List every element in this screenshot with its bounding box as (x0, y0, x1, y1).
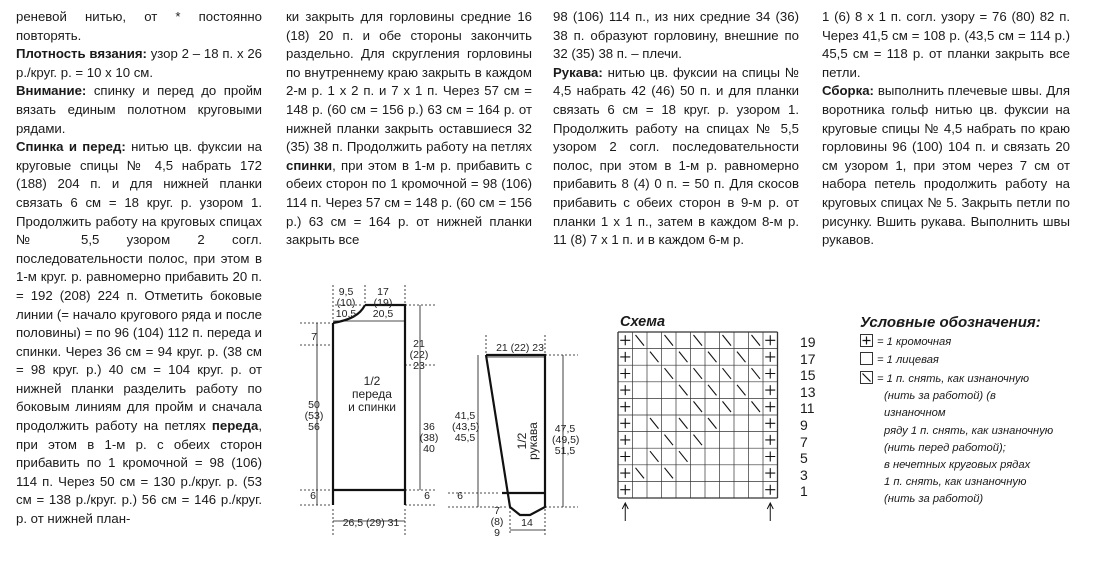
side-length-label (418, 422, 440, 455)
paragraph-shoulders: 98 (106) 114 п., из них средние 34 (36) 38 п. образуют горловину, внешние по 32 (35) 38 п. – плечи. (553, 9, 799, 62)
edge-stitch-symbol (620, 468, 630, 478)
slip-stitch-symbol (694, 335, 703, 346)
hem-right-label: 6 (424, 490, 430, 502)
length-1: 50 (308, 399, 320, 411)
sleeve-right-length (552, 424, 578, 457)
slip-stitch-symbol (694, 368, 703, 379)
sleeve-left-1: 41,5 (454, 410, 476, 422)
sleeve-right-1: 47,5 (554, 423, 576, 435)
text-column-2 (286, 8, 532, 250)
edge-stitch-symbol (620, 435, 630, 445)
legend-item-knit (860, 352, 939, 368)
edge-stitch-symbol (620, 402, 630, 412)
slip-stitch-symbol (723, 401, 732, 412)
front-word: переда (211, 418, 259, 434)
legend-slip-continuation (860, 388, 1060, 508)
body-piece-2: переда (352, 387, 392, 401)
slip-stitch-symbol (752, 335, 761, 346)
sleeve-bottom-right: 14 (521, 517, 533, 529)
sleeve-left-length (452, 411, 478, 444)
side-length-1: 36 (423, 421, 435, 433)
sleeve-right-3: 51,5 (554, 445, 576, 457)
gauge-heading: Плотность вязания: (16, 46, 147, 62)
slip-stitch-symbol (694, 435, 703, 446)
paragraph-neckline (286, 8, 532, 250)
slip-stitch-symbol (737, 385, 746, 396)
paragraph-back-front (16, 138, 262, 528)
edge-stitch-symbol (765, 402, 775, 412)
neck-width-3: 10,5 (335, 308, 357, 320)
chart-row-number: 5 (800, 450, 808, 467)
edge-stitch-symbol (765, 335, 775, 345)
neck-width-1: 9,5 (338, 286, 354, 298)
edge-stitch-symbol (620, 369, 630, 379)
legend-slip-line-7: (нить за работой) (884, 493, 984, 506)
back-word: спинки (286, 157, 333, 173)
legend-slip-line-1: = 1 п. снять, как изнаночную (877, 373, 1030, 385)
legend-item-edge-text: = 1 кромочная (877, 336, 952, 348)
length-2: (53) (304, 410, 324, 422)
sleeve-hem-label: 6 (457, 490, 463, 502)
paragraph-assembly (822, 82, 1070, 249)
chart-row-number: 7 (800, 433, 808, 450)
shoulder-width-label (368, 287, 398, 320)
chart-row-number: 11 (800, 400, 815, 417)
slip-stitch-symbol (752, 401, 761, 412)
paragraph-gauge (16, 45, 262, 82)
legend-slip-line-2: (нить за работой) (в изнаночном (884, 390, 996, 420)
chart-row-number: 13 (800, 383, 816, 400)
sleeve-left-3: 45,5 (454, 432, 476, 444)
edge-stitch-symbol (765, 352, 775, 362)
text-column-3 (553, 8, 799, 250)
sleeve-bottom-left-1: 7 (494, 505, 500, 517)
legend-slip-line-4: (нить перед работой); (884, 441, 1006, 454)
sleeve-bottom-left-3: 9 (494, 527, 500, 539)
paragraph-sleeve-end: 1 (6) 8 х 1 п. согл. узору = 76 (80) 82 п. Через 41,5 см = 108 р. (43,5 см = 114 р.) 45,5 см = 118 р. от планки закрыть все петли. (822, 9, 1070, 80)
edge-stitch-symbol (765, 418, 775, 428)
attention-heading: Внимание: (16, 83, 87, 99)
legend-slip-line-3: ряду 1 п. снять, как изнаночную (884, 424, 1054, 437)
slip-stitch-symbol (723, 368, 732, 379)
slip-stitch-symbol (679, 418, 688, 429)
repeat-arrow-icon (622, 503, 628, 521)
edge-stitch-symbol (765, 452, 775, 462)
chart-row-number: 1 (800, 483, 808, 500)
slip-stitch-symbol (665, 468, 674, 479)
paragraph-attention (16, 82, 262, 138)
neckline-text: ки закрыть для горловины средние 16 (18) 20 п. и обе стороны закончить раздельно. Для скругления горловины по внутреннему краю закрыть в каждом 2-м р. 1 х 2 п. и 7 х 1 п. Через 57 см = 148 р. (60 см = 156 р.) 63 см = 164 р. от нижней планки закрыть оставшиеся 32 (35) 38 п. Продолжить работу на петлях (286, 9, 532, 155)
neck-width-label (332, 287, 360, 320)
back-front-tail: , при этом в 1-м р. с обеих сторон прибавить по 1 кромочной = 98 (106) 114 п. Через 50 см = 130 р./круг. р. (53 см = 138 р./круг. р.) 56 см = 146 р./круг. р. от нижней план- (16, 418, 262, 527)
repeat-arrow-icon (767, 503, 773, 521)
legend-item-edge (860, 334, 951, 350)
length-label (303, 400, 325, 433)
slip-stitch-symbol (665, 368, 674, 379)
edge-stitch-symbol (620, 335, 630, 345)
slip-stitch-symbol (665, 435, 674, 446)
slip-stitch-symbol (737, 352, 746, 363)
neck-depth-label: 7 (311, 331, 317, 343)
body-piece-3: и спинки (348, 400, 396, 414)
slip-stitch-symbol (694, 401, 703, 412)
chart-row-number: 17 (800, 350, 816, 367)
chart-row-number: 19 (800, 334, 816, 350)
edge-stitch-symbol (765, 385, 775, 395)
slip-stitch-symbol (679, 352, 688, 363)
legend-item-knit-text: = 1 лицевая (877, 354, 939, 366)
edge-stitch-symbol (620, 385, 630, 395)
slip-stitch-symbol (650, 451, 659, 462)
edge-stitch-symbol (620, 452, 630, 462)
slip-stitch-symbol (650, 352, 659, 363)
armhole-label (408, 339, 430, 372)
legend-item-slip (860, 371, 1060, 509)
sleeve-right-2: (49,5) (552, 434, 580, 446)
attention-text: спинку и перед до пройм вязать единым полотном круговыми рядами. (16, 83, 262, 136)
slip-stitch-symbol (708, 385, 717, 396)
plus-symbol-icon (860, 334, 873, 347)
gauge-text: узор 2 – 18 п. х 26 р./круг. р. = 10 х 10 см. (16, 46, 262, 80)
empty-box-icon (860, 352, 873, 365)
slash-symbol-icon (860, 371, 873, 384)
shoulder-width-1: 17 (377, 286, 389, 298)
edge-stitch-symbol (620, 352, 630, 362)
armhole-3: 23 (413, 360, 425, 372)
slip-stitch-symbol (723, 335, 732, 346)
slip-stitch-symbol (708, 352, 717, 363)
slip-stitch-symbol (636, 335, 645, 346)
back-front-heading: Спинка и перед: (16, 139, 126, 155)
edge-stitch-symbol (765, 435, 775, 445)
sleeve-bottom-left-2: (8) (490, 516, 504, 528)
body-piece-label (340, 375, 404, 414)
length-3: 56 (308, 421, 320, 433)
sleeve-top-label: 21 (22) 23 (496, 342, 544, 354)
edge-stitch-symbol (765, 468, 775, 478)
edge-stitch-symbol (765, 369, 775, 379)
slip-stitch-symbol (708, 418, 717, 429)
knitting-chart-grid (617, 331, 793, 521)
chart-row-number: 9 (800, 417, 808, 433)
chart-row-number: 3 (800, 466, 808, 483)
side-length-3: 40 (423, 443, 435, 455)
assembly-heading: Сборка: (822, 83, 874, 99)
legend-slip-line-6: 1 п. снять, как изнаночную (884, 476, 1027, 489)
armhole-2: (22) (409, 349, 429, 361)
text-column-4 (822, 8, 1070, 250)
sleeves-heading: Рукава: (553, 64, 603, 80)
edge-stitch-symbol (765, 485, 775, 495)
assembly-text: выполнить плечевые швы. Для воротника гольф нитью цв. фуксии на круговые спицы № 4,5 набрать по краю горловины 96 (100) 104 п. и связать 20 см узором 1, при этом через 7 см от набора петель продолжить работу на круговых спицах № 5. Закрыть петли по рисунку. Вшить рукава. Выполнить швы рукавов. (822, 83, 1070, 248)
slip-stitch-symbol (636, 468, 645, 479)
slip-stitch-symbol (665, 335, 674, 346)
slip-stitch-symbol (679, 385, 688, 396)
slip-stitch-symbol (752, 368, 761, 379)
scheme-title: Схема (620, 314, 666, 330)
body-piece-1: 1/2 (363, 374, 381, 388)
sleeves-text: нитью цв. фуксии на спицы № 4,5 набрать 42 (46) 50 п. и для планки связать 6 см = 18 круг. р. узором 1. Продолжить работу на спицах № 5,5 узором 2 согл. последовательности полос, при этом в 1-м р. равномерно прибавить 8 (4) 0 п. = 50 п. Для скосов прибавить с обеих сторон в 9-м р. от планки 1 х 1 п., затем в каждом 8-м р. 11 (8) 7 х 1 п. и в каждом 6-м р. (553, 64, 799, 248)
body-width-label: 26,5 (29) 31 (342, 517, 400, 529)
sleeve-piece-label: 1/2 рукава (515, 422, 540, 460)
edge-stitch-symbol (620, 485, 630, 495)
shoulder-width-2: (19) (373, 297, 393, 309)
armhole-1: 21 (413, 338, 425, 350)
side-length-2: (38) (419, 432, 439, 444)
hem-left-label: 6 (310, 490, 316, 502)
paragraph-intro: реневой нитью, от * постоянно повторять. (16, 9, 262, 43)
back-text: , при этом в 1-м р. прибавить с обеих сторон по 1 кромочной = 98 (106) 114 п. Через 57 см = 148 р. (60 см = 156 р.) 63 см = 164 р. от нижней планки закрыть все (286, 157, 532, 248)
edge-stitch-symbol (620, 418, 630, 428)
shoulder-width-3: 20,5 (372, 308, 394, 320)
slip-stitch-symbol (679, 451, 688, 462)
back-front-text: нитью цв. фуксии на круговые спицы № 4,5 набрать 172 (188) 204 п. и для нижней планки связать 6 см = 18 круг. р. узором 1. Продолжить работу на круговых спицах № 5,5 узором 2 согл. последовательности полос, при этом в 1-м круг. р. равномерно прибавить 20 п. = 192 (208) 224 п. Отметить боковые линии (= начало кругового ряда и после половины) = по 96 (104) 112 п. переда и спинки. Через 36 см = 94 круг. р. (38 см = 98 круг. р.) 40 см = 104 круг. р. от нижней планки разделить работу по боковым линиям для пройм и сначала продолжить работу на петлях (16, 139, 262, 434)
slip-stitch-symbol (650, 418, 659, 429)
legend-title: Условные обозначения: (860, 314, 1041, 331)
text-column-1 (16, 8, 262, 529)
neck-width-2: (10) (336, 297, 356, 309)
paragraph-sleeves (553, 64, 799, 250)
chart-row-number: 15 (800, 367, 816, 384)
legend-slip-line-5: в нечетных круговых рядах (884, 459, 1031, 472)
sleeve-bottom-left (490, 506, 504, 539)
sleeve-left-2: (43,5) (452, 421, 480, 433)
